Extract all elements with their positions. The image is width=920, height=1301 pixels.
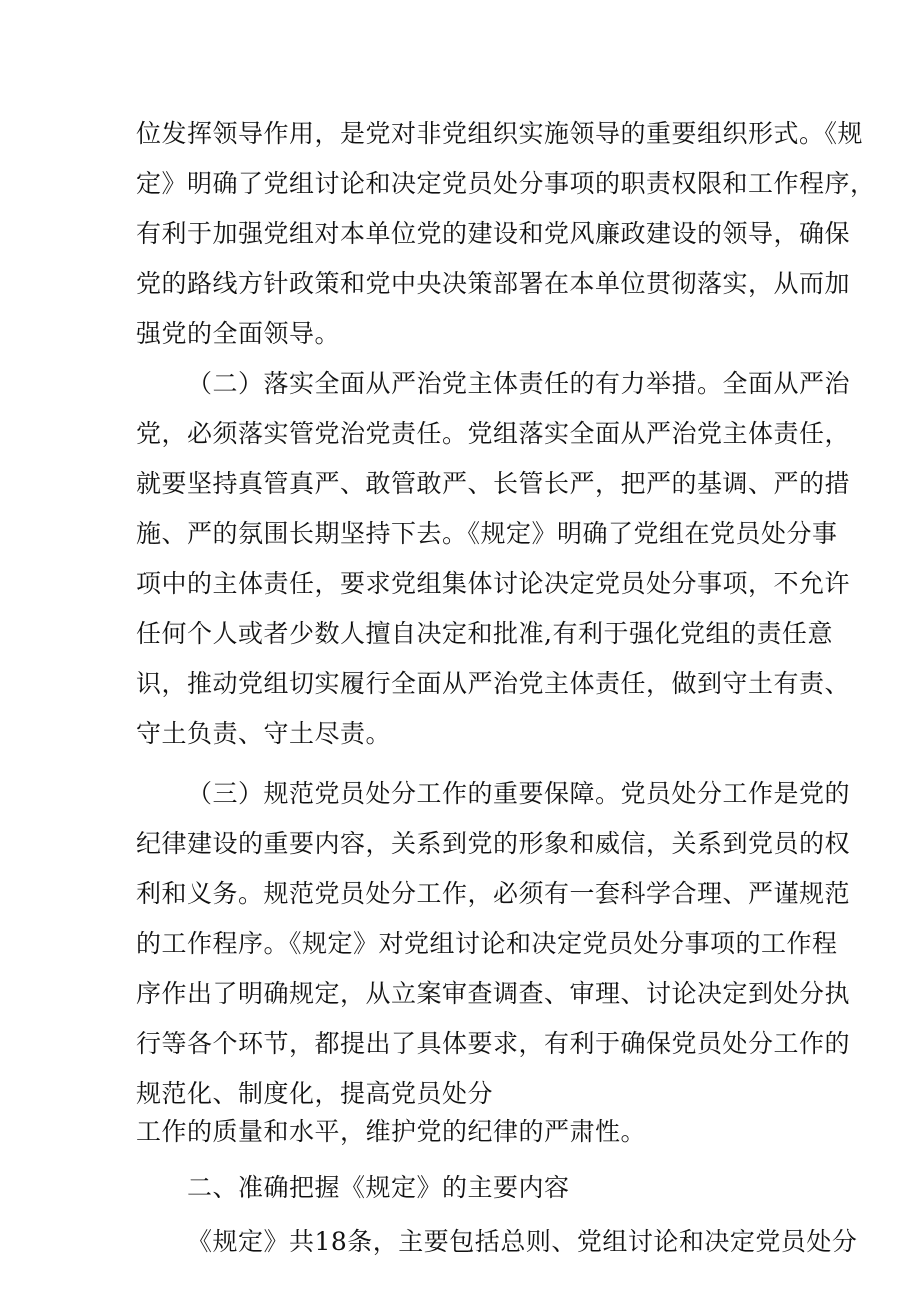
text-line: 工作的质量和水平，维护党的纪律的严肃性。 <box>136 1117 647 1146</box>
text-line: 纪律建设的重要内容，关系到党的形象和威信，关系到党员的权 <box>136 829 851 858</box>
text-line: 任何个人或者少数人擅自决定和批准,有利于强化党组的责任意 <box>136 619 833 648</box>
text-line: 《规定》共18条，主要包括总则、党组讨论和决定党员处分 <box>187 1227 858 1256</box>
text-line: 位发挥领导作用，是党对非党组织实施领导的重要组织形式。《规 <box>136 119 864 148</box>
text-line: 利和义务。规范党员处分工作，必须有一套科学合理、严谨规范 <box>136 879 851 908</box>
text-line: 施、严的氛围长期坚持下去。《规定》明确了党组在党员处分事 <box>136 519 838 548</box>
text-line: 序作出了明确规定，从立案审查调查、审理、讨论决定到处分执 <box>136 979 851 1008</box>
text-line: 的工作程序。《规定》对党组讨论和决定党员处分事项的工作程 <box>136 929 838 958</box>
text-line: 党的路线方针政策和党中央决策部署在本单位贯彻落实，从而加 <box>136 269 851 298</box>
paragraph-heading: （二）落实全面从严治党主体责任的有力举措。全面从严治 <box>187 369 851 398</box>
text-line: 有利于加强党组对本单位党的建设和党风廉政建设的领导，确保 <box>136 219 851 248</box>
paragraph-heading: （三）规范党员处分工作的重要保障。党员处分工作是党的 <box>187 779 851 808</box>
text-line: 就要坚持真管真严、敢管敢严、长管长严，把严的基调、严的措 <box>136 469 851 498</box>
text-line: 强党的全面领导。 <box>136 319 341 348</box>
text-line: 守土负责、守土尽责。 <box>136 719 392 748</box>
text-line: 定》明确了党组讨论和决定党员处分事项的职责权限和工作程序， <box>136 169 876 198</box>
text-line: 行等各个环节，都提出了具体要求，有利于确保党员处分工作的 <box>136 1029 851 1058</box>
section-heading: 二、准确把握《规定》的主要内容 <box>187 1173 570 1202</box>
text-line: 项中的主体责任，要求党组集体讨论决定党员处分事项，不允许 <box>136 569 851 598</box>
text-line: 党，必须落实管党治党责任。党组落实全面从严治党主体责任， <box>136 419 851 448</box>
text-line: 规范化、制度化，提高党员处分 <box>136 1079 494 1108</box>
text-line: 识，推动党组切实履行全面从严治党主体责任，做到守土有责、 <box>136 669 851 698</box>
